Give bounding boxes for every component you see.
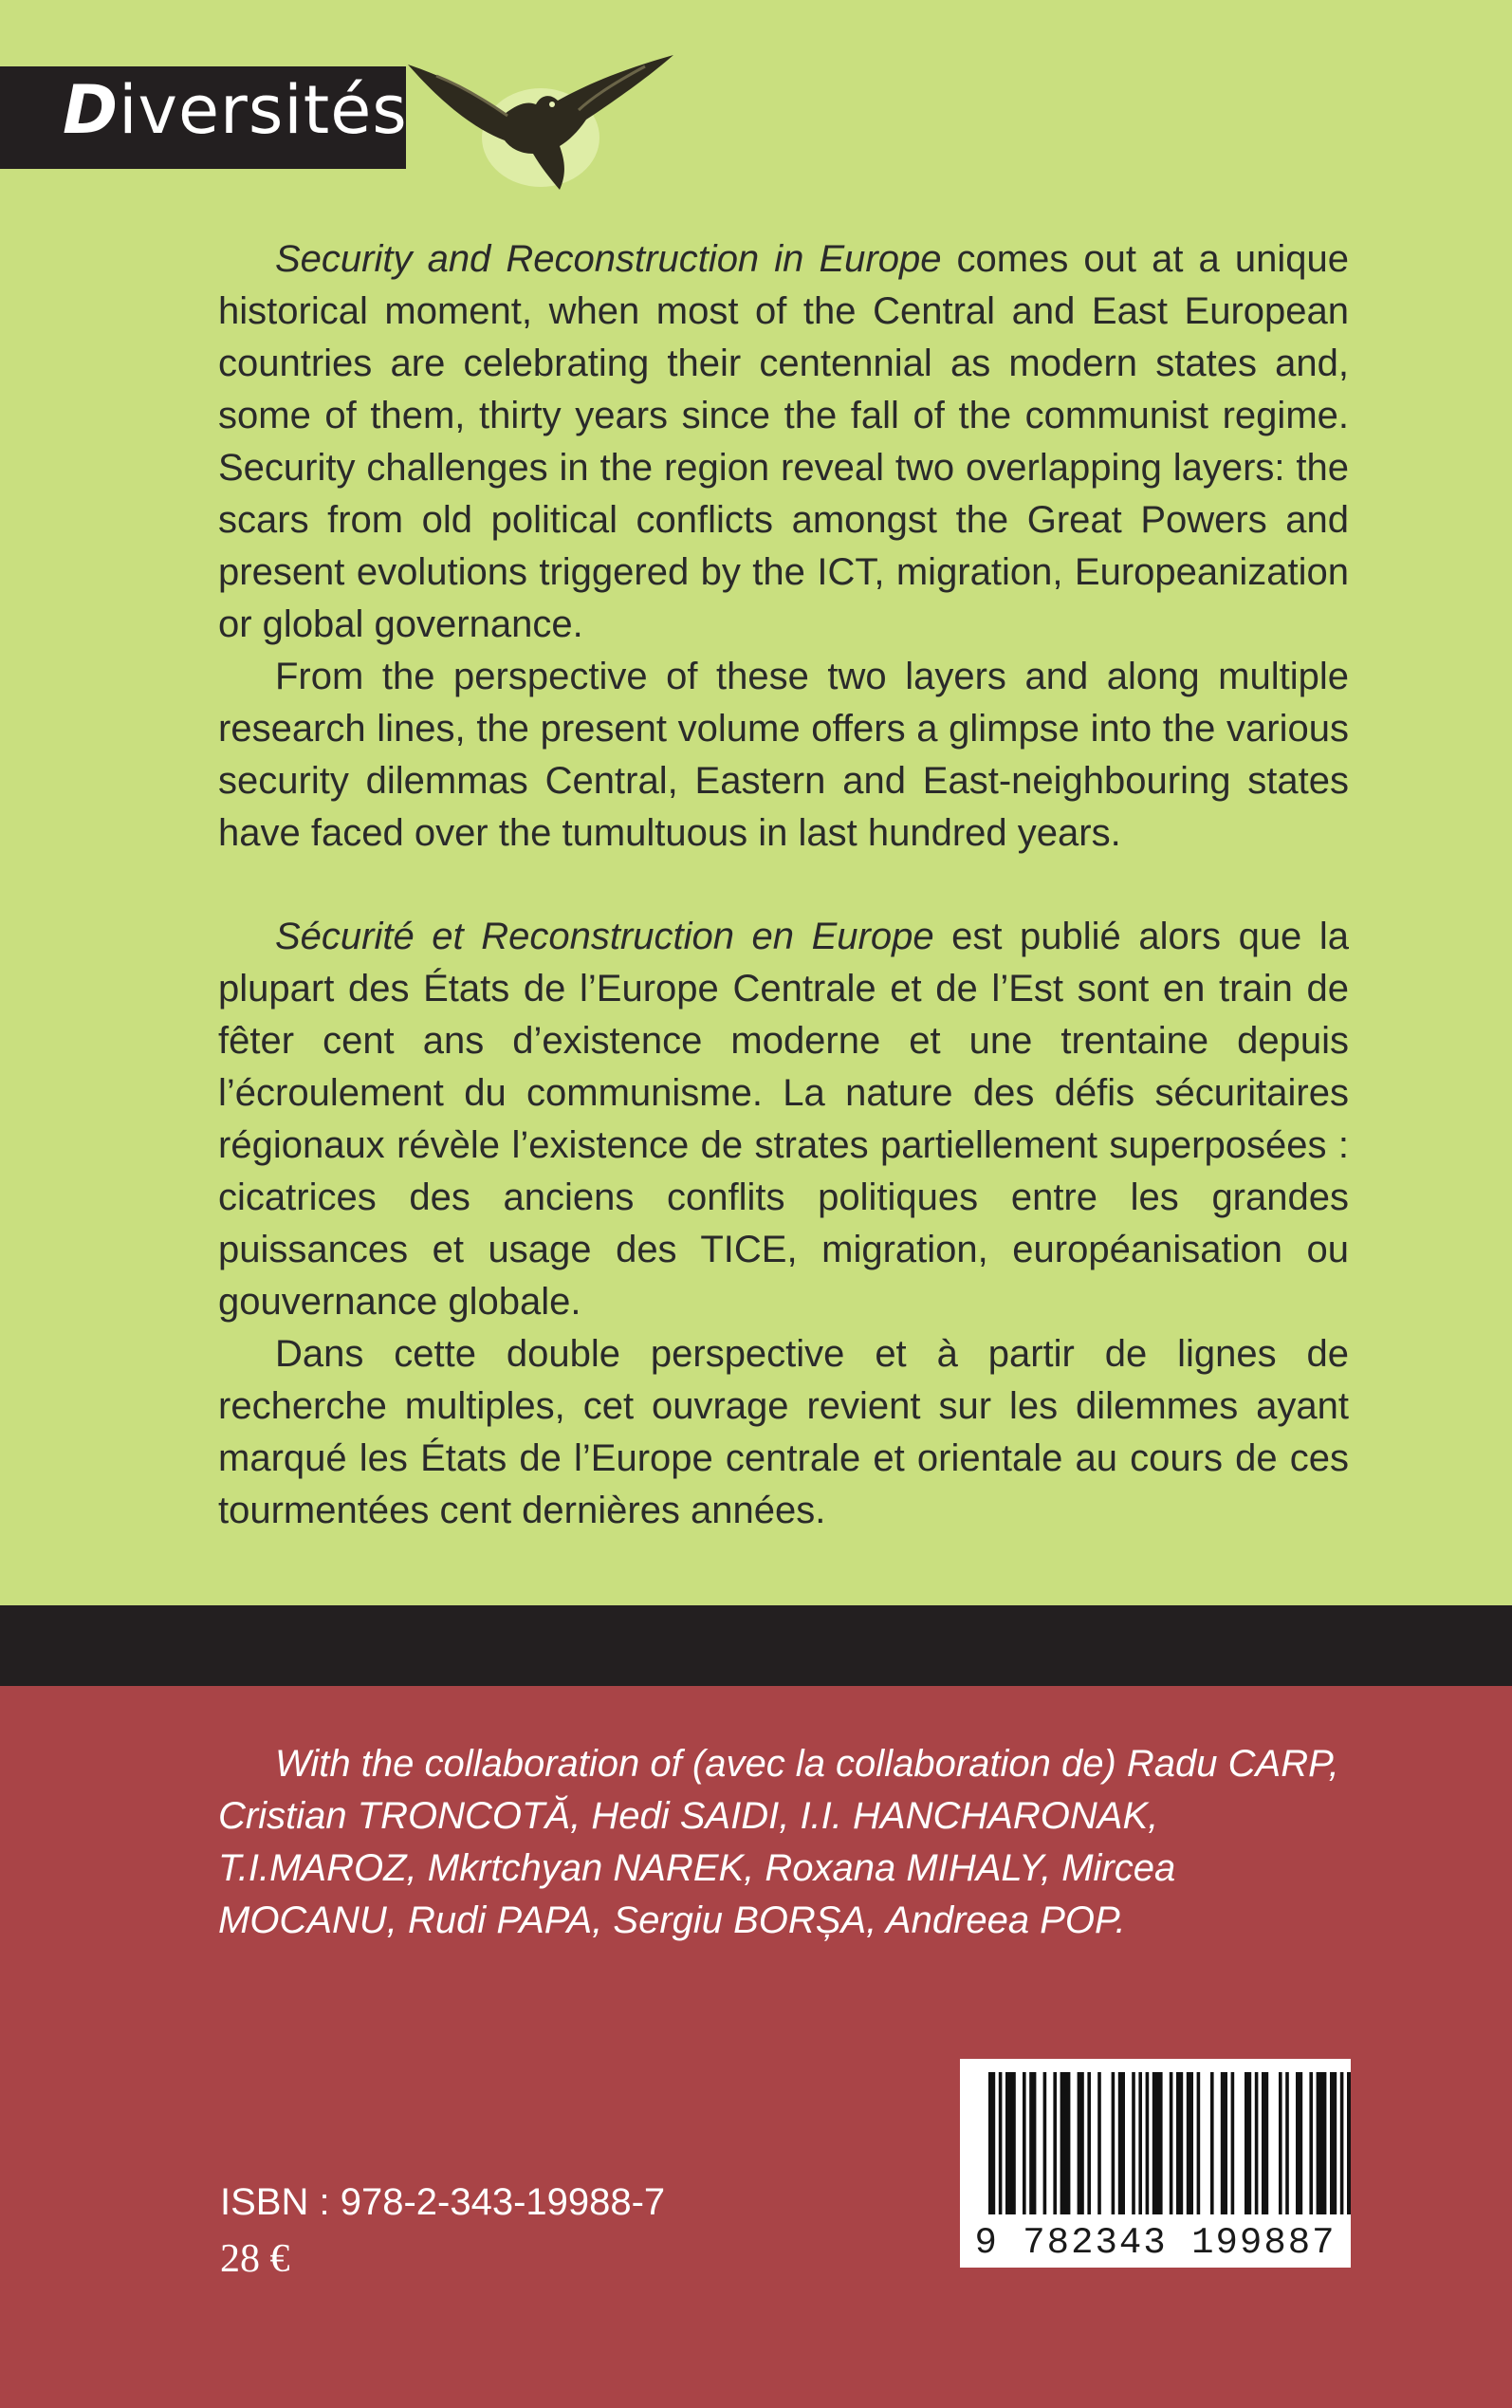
barcode-bar	[1340, 2072, 1344, 2214]
barcode-digits: 9 782343 199887	[974, 2222, 1337, 2264]
barcode-bar	[999, 2072, 1003, 2214]
french-description	[218, 911, 1349, 1537]
barcode-bar	[1097, 2072, 1101, 2214]
barcode-bar	[1152, 2072, 1163, 2214]
series-name: Diversités	[63, 71, 408, 149]
barcode-bar	[1029, 2072, 1036, 2214]
barcode-bar	[1060, 2072, 1071, 2214]
barcode-bar	[1245, 2072, 1251, 2214]
english-book-title: Security and Reconstruction in Europe	[275, 238, 942, 280]
barcode-bar	[1285, 2072, 1289, 2214]
barcode-bar	[1078, 2072, 1084, 2214]
barcode-bar	[1279, 2072, 1282, 2214]
barcode-bar	[1330, 2072, 1337, 2214]
barcode-bar	[1112, 2072, 1116, 2214]
isbn-barcode	[960, 2059, 1351, 2268]
barcode-bar	[1005, 2072, 1016, 2214]
collaborators-list: With the collaboration of (avec la collaboration de) Radu CARP, Cristian TRONCOTĂ, Hedi SAIDI, I.I. HANCHARONAK, T.I.MAROZ, Mkrtchyan NAREK, Roxana MIHALY, Mircea MOCANU, Rudi PAPA, Sergiu BORȘA, Andreea POP.	[218, 1743, 1339, 1941]
barcode-bar	[1221, 2072, 1227, 2214]
price: 28 €	[220, 2237, 290, 2281]
barcode-bar	[1262, 2072, 1268, 2214]
barcode-bar	[1317, 2072, 1327, 2214]
barcode-bar	[1231, 2072, 1235, 2214]
barcode-bar	[1023, 2072, 1026, 2214]
barcode-bar	[1309, 2072, 1313, 2214]
barcode-bar	[1187, 2072, 1193, 2214]
black-divider-band	[0, 1605, 1512, 1686]
barcode-bar	[1053, 2072, 1057, 2214]
english-paragraph-2: From the perspective of these two layers and along multiple research lines, the present volume offers a glimpse into the various security dilemmas Central, Eastern and East-neighbouring states have faced over the tumultuous in last hundred years.	[218, 656, 1349, 854]
english-description	[218, 233, 1349, 860]
barcode-bar	[988, 2072, 995, 2214]
barcode-bar	[1043, 2072, 1047, 2214]
barcode-bar	[1146, 2072, 1150, 2214]
dove-logo-icon	[398, 47, 683, 199]
french-paragraph-1: Sécurité et Reconstruction en Europe est publié alors que la plupart des États de l’Europe Centrale et de l’Est sont en train de fêter cent ans d’existence moderne et une trentaine depuis l’écroulement du communisme. La nature des défis sécuritaires régionaux révèle l’existence de strates partiellement superposées : cicatrices des anciens conflits politiques entre les grandes puissances et usage des TICE, migration, européanisation ou gouvernance globale.	[218, 916, 1349, 1323]
barcode-bar	[1176, 2072, 1183, 2214]
french-book-title: Sécurité et Reconstruction en Europe	[275, 916, 934, 957]
barcode-bar	[1296, 2072, 1302, 2214]
barcode-bar	[1210, 2072, 1214, 2214]
barcode-bar	[1347, 2072, 1351, 2214]
barcode-bar	[1087, 2072, 1091, 2214]
english-paragraph-1: Security and Reconstruction in Europe comes out at a unique historical moment, when most of the Central and East European countries are celebrating their centennial as modern states and, some of them, thirty years since the fall of the communist regime. Security challenges in the region reveal two overlapping layers: the scars from old political conflicts amongst the Great Powers and present evolutions triggered by the ICT, migration, Europeanization or global governance.	[218, 238, 1349, 645]
barcode-bar	[1197, 2072, 1201, 2214]
barcode-bar	[1118, 2072, 1125, 2214]
barcode-bar	[1138, 2072, 1142, 2214]
isbn-number: ISBN : 978-2-343-19988-7	[220, 2181, 666, 2223]
french-paragraph-2: Dans cette double perspective et à partir de lignes de recherche multiples, cet ouvrage revient sur les dilemmes ayant marqué les États de l’Europe centrale et orientale au cours de ces tourmentées cent dernières années.	[218, 1333, 1349, 1531]
barcode-bar	[1170, 2072, 1173, 2214]
barcode-bar	[1255, 2072, 1259, 2214]
barcode-bar	[1132, 2072, 1135, 2214]
